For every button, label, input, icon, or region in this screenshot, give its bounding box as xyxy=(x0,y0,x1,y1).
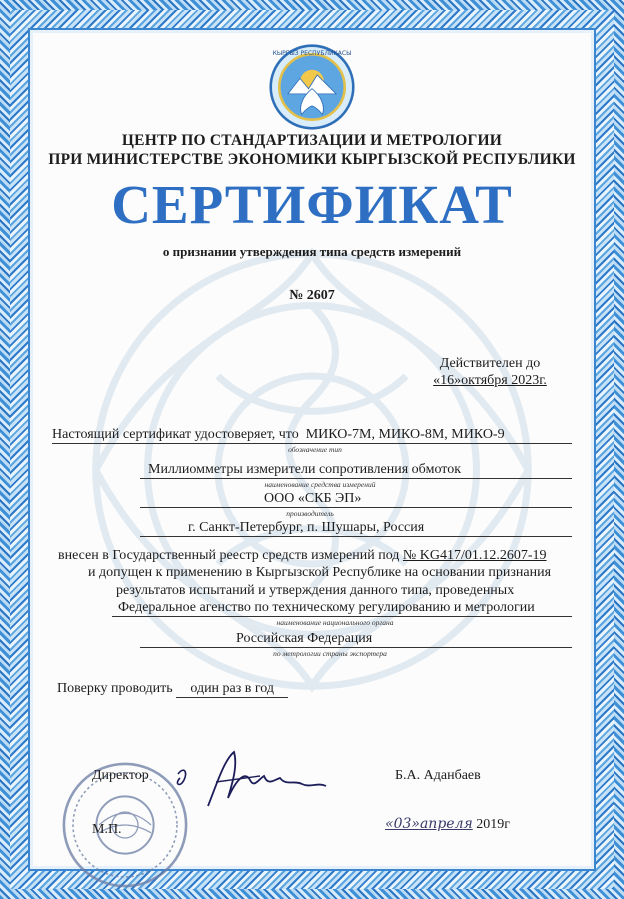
certificate-subtitle: о признании утверждения типа средств измерений xyxy=(162,244,462,259)
state-emblem xyxy=(269,44,355,130)
verification-line xyxy=(57,680,288,698)
validity-label: Действителен до xyxy=(439,356,541,371)
certificate-title: СЕРТИФИКАТ xyxy=(111,174,513,235)
director-label: Директор xyxy=(92,768,149,783)
certifies-label: Настоящий сертификат удостоверяет, что xyxy=(52,427,299,442)
results-line: результатов испытаний и утверждения данного типа, проведенных xyxy=(116,583,515,598)
org-line-1: ЦЕНТР ПО СТАНДАРТИЗАЦИИ И МЕТРОЛОГИИ xyxy=(121,132,503,149)
director-signature xyxy=(168,746,338,816)
date-day: «03» xyxy=(385,816,420,832)
issuing-organization xyxy=(0,131,624,169)
verification-label: Поверку проводить xyxy=(57,681,173,696)
emblem-text: КЫРГЫЗ РЕСПУБЛИКАСЫ xyxy=(272,50,352,58)
agency-name: Федеральное агенство по техническому регулированию и метрологии xyxy=(118,600,535,615)
country-field xyxy=(140,630,572,648)
agency-caption: наименование национального органа xyxy=(276,618,394,627)
manufacturer-caption: производитель xyxy=(286,509,334,518)
validity-block xyxy=(420,355,560,389)
certificate-number: № 2607 xyxy=(289,288,335,303)
manufacturer-name: ООО «СКБ ЭП» xyxy=(264,491,362,506)
stamp-label: М.П. xyxy=(92,822,122,837)
instrument-name: Миллиомметры измерители сопротивления обмоток xyxy=(148,462,462,477)
agency-field xyxy=(112,599,572,617)
types-field xyxy=(52,426,572,444)
validity-date: «16»октября 2023г. xyxy=(433,373,547,388)
instrument-types: МИКО-7М, МИКО-8М, МИКО-9 xyxy=(305,427,505,442)
director-name: Б.А. Аданбаев xyxy=(395,768,481,783)
types-caption: обозначение тип xyxy=(288,445,342,454)
registry-text: внесен в Государственный реестр средств измерений под xyxy=(58,548,400,563)
date-year: 2019г xyxy=(476,817,510,832)
country-caption: по метрологии страны экспортера xyxy=(273,649,387,658)
instrument-name-field xyxy=(140,461,572,479)
date-month: апреля xyxy=(419,816,473,832)
admitted-line: и допущен к применению в Кыргызской Республике на основании признания xyxy=(88,565,552,580)
exporter-country: Российская Федерация xyxy=(236,631,373,646)
address-field xyxy=(140,519,572,537)
org-line-2: ПРИ МИНИСТЕРСТВЕ ЭКОНОМИКИ КЫРГЫЗСКОЙ РЕСПУБЛИКИ xyxy=(48,151,576,168)
instrument-caption: наименование средства измерений xyxy=(264,480,376,489)
signing-date xyxy=(385,816,510,833)
registry-number: № KG417/01.12.2607-19 xyxy=(402,548,547,563)
manufacturer-address: г. Санкт-Петербург, п. Шушары, Россия xyxy=(188,520,425,535)
manufacturer-field xyxy=(140,490,572,508)
verification-value: один раз в год xyxy=(176,680,288,698)
registry-line xyxy=(58,547,598,564)
